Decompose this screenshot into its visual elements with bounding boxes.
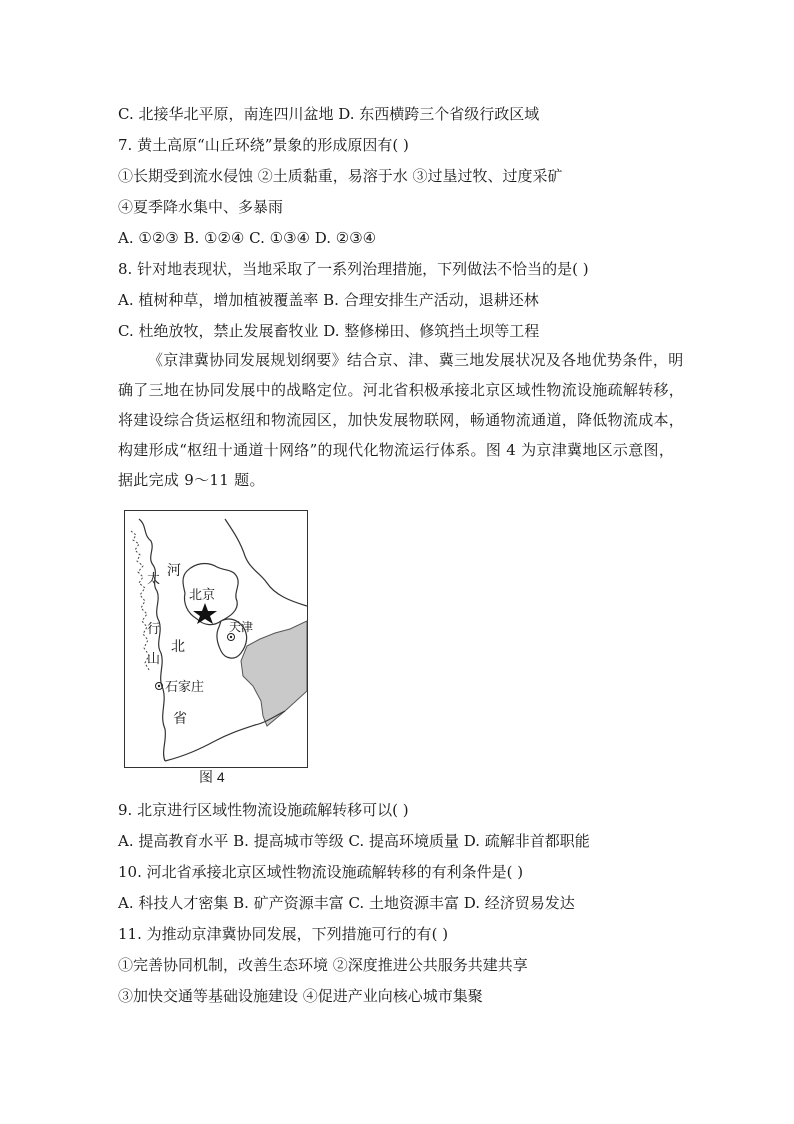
question-11: 11. 为推动京津冀协同发展，下列措施可行的有( )	[118, 925, 449, 943]
q9-options: A. 提高教育水平 B. 提高城市等级 C. 提高环境质量 D. 疏解非首都职能	[118, 832, 590, 850]
q7-statement-4: ④夏季降水集中、多暴雨	[118, 198, 284, 216]
label-bei: 北	[171, 638, 185, 654]
shijiazhuang-marker-dot-icon	[158, 685, 160, 687]
line-1: C. 北接华北平原，南连四川盆地 D. 东西横跨三个省级行政区域	[118, 105, 540, 123]
bohai-sea-area	[241, 621, 307, 726]
label-hang: 行	[147, 621, 161, 636]
jingjinji-map	[125, 511, 307, 767]
label-sheng: 省	[173, 710, 187, 726]
question-10: 10. 河北省承接北京区域性物流设施疏解转移的有利条件是( )	[118, 863, 524, 881]
question-7: 7. 黄土高原“山丘环绕”景象的形成原因有( )	[118, 136, 409, 154]
tianjin-marker-dot-icon	[230, 636, 232, 638]
question-8: 8. 针对地表现状，当地采取了一系列治理措施，下列做法不恰当的是( )	[118, 260, 589, 278]
passage-text: 《京津冀协同发展规划纲要》结合京、津、冀三地发展状况及各地优势条件，明确了三地在协同发展中的战略定位。河北省积极承接北京区域性物流设施疏解转移，将建设综合货运枢纽和物流园区，加快发展物联网，畅通物流通道，降低物流成本，构建形成“枢纽十通道十网络”的现代化物流运行体系。图 4 为京津冀地区示意图，据此完成 9～11 题。	[118, 351, 685, 489]
question-9: 9. 北京进行区域性物流设施疏解转移可以( )	[118, 801, 409, 819]
q7-statements: ①长期受到流水侵蚀 ②土质黏重，易溶于水 ③过垦过牧、过度采矿	[118, 167, 563, 185]
figure-4-map	[124, 510, 308, 768]
label-tianjin: 天津	[229, 620, 254, 634]
q11-statements-34: ③加快交通等基础设施建设 ④促进产业向核心城市集聚	[118, 987, 483, 1005]
label-shan: 山	[147, 651, 161, 666]
label-tai: 太	[147, 571, 161, 586]
q8-options-cd: C. 杜绝放牧，禁止发展畜牧业 D. 整修梯田、修筑挡土坝等工程	[118, 322, 540, 340]
q10-options: A. 科技人才密集 B. 矿产资源丰富 C. 土地资源丰富 D. 经济贸易发达	[118, 894, 575, 912]
label-shijiazhuang: 石家庄	[165, 679, 205, 694]
q7-options: A. ①②③ B. ①②④ C. ①③④ D. ②③④	[118, 229, 377, 247]
label-he: 河	[167, 562, 181, 578]
label-beijing: 北京	[189, 587, 216, 602]
hebei-boundary	[139, 519, 165, 761]
reading-passage	[118, 345, 688, 495]
q11-statements-12: ①完善协同机制，改善生态环境 ②深度推进公共服务共建共享	[118, 956, 528, 974]
hebei-northeast-boundary	[225, 519, 307, 606]
q8-options-ab: A. 植树种草，增加植被覆盖率 B. 合理安排生产活动，退耕还林	[118, 291, 539, 309]
taihang-mountains	[131, 531, 149, 670]
figure-caption: 图 4	[199, 769, 225, 785]
